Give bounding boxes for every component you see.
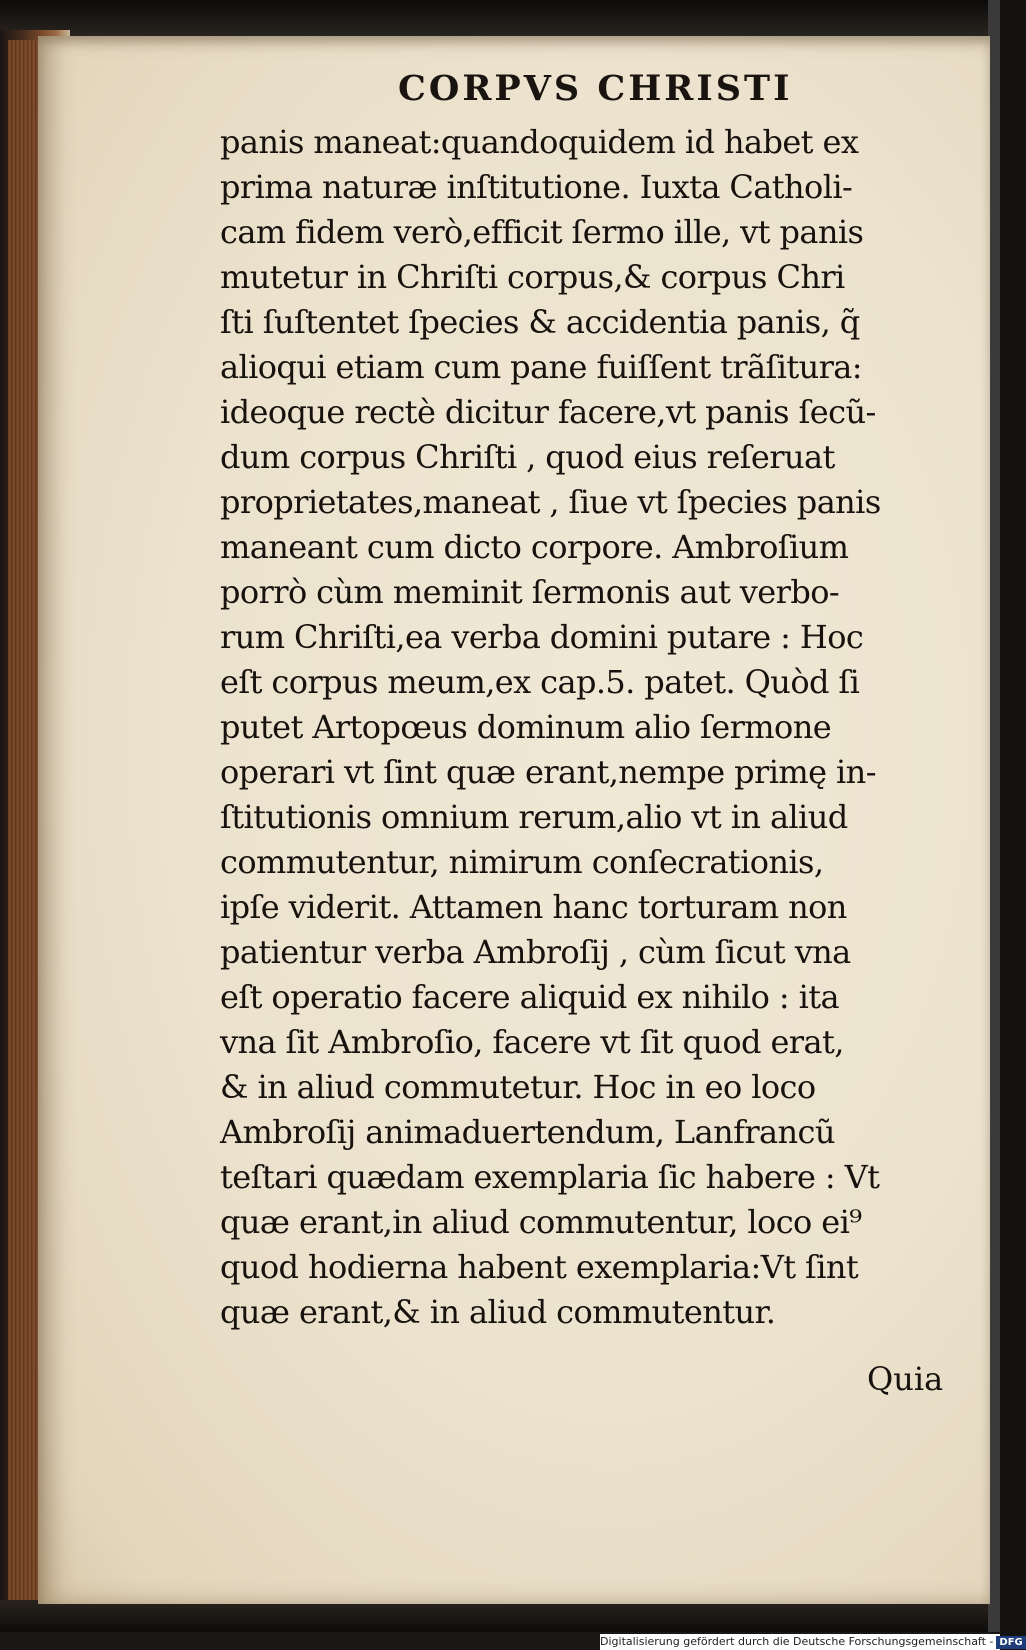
digitization-credit bbox=[600, 1634, 1023, 1650]
text-line: Ambroſij animaduertendum, Lanfrancũ bbox=[220, 1113, 835, 1151]
catchword: Quia bbox=[867, 1360, 944, 1398]
dfg-logo: DFG bbox=[996, 1636, 1025, 1649]
text-line: quod hodierna habent exemplaria:Vt ſint bbox=[220, 1248, 859, 1286]
text-line: teſtari quædam exemplaria ſic habere : Vt bbox=[220, 1158, 880, 1196]
text-line: commutentur, nimirum conſecrationis, bbox=[220, 843, 824, 881]
running-title: CORPVS CHRISTI bbox=[398, 68, 793, 109]
text-line: putet Artopœus dominum alio ſermone bbox=[220, 708, 832, 746]
text-line: ideoque rectè dicitur facere,vt panis ſecũ- bbox=[220, 393, 876, 431]
text-line: rum Chriſti,ea verba domini putare : Hoc bbox=[220, 618, 864, 656]
text-line: prima naturæ inſtitutione. Iuxta Catholi- bbox=[220, 168, 853, 206]
body-text bbox=[220, 120, 910, 1335]
text-line: operari vt ſint quæ erant,nempe primę in- bbox=[220, 753, 876, 791]
credit-text: Digitalisierung gefördert durch die Deutsche Forschungsgemeinschaft - bbox=[600, 1635, 994, 1648]
text-line: ſti ſuſtentet ſpecies & accidentia panis, q̃ bbox=[220, 303, 860, 341]
text-line: ipſe viderit. Attamen hanc torturam non bbox=[220, 888, 847, 926]
text-line: vna ſit Ambroſio, facere vt ſit quod erat, bbox=[220, 1023, 844, 1061]
text-line: eſt corpus meum,ex cap.5. patet. Quòd ſi bbox=[220, 663, 860, 701]
page-edges bbox=[8, 40, 38, 1600]
text-line: maneant cum dicto corpore. Ambroſium bbox=[220, 528, 849, 566]
text-line: ſtitutionis omnium rerum,alio vt in aliud bbox=[220, 798, 848, 836]
text-line: alioqui etiam cum pane fuiſſent trãſitura: bbox=[220, 348, 862, 386]
text-line: proprietates,maneat , ſiue vt ſpecies panis bbox=[220, 483, 881, 521]
text-line: quæ erant,& in aliud commutentur. bbox=[220, 1293, 776, 1331]
text-line: dum corpus Chriſti , quod eius reſeruat bbox=[220, 438, 835, 476]
text-line: porrò cùm meminit ſermonis aut verbo- bbox=[220, 573, 840, 611]
text-line: panis maneat:quandoquidem id habet ex bbox=[220, 123, 859, 161]
text-line: eſt operatio facere aliquid ex nihilo : ita bbox=[220, 978, 839, 1016]
book-binding-bottom bbox=[0, 1600, 1000, 1632]
text-line: mutetur in Chriſti corpus,& corpus Chri bbox=[220, 258, 845, 296]
text-line: quæ erant,in aliud commutentur, loco ei⁹ bbox=[220, 1203, 862, 1241]
text-line: cam fidem verò,efficit ſermo ille, vt panis bbox=[220, 213, 864, 251]
book-binding-top bbox=[0, 0, 1000, 38]
text-line: & in aliud commutetur. Hoc in eo loco bbox=[220, 1068, 816, 1106]
text-line: patientur verba Ambroſij , cùm ſicut vna bbox=[220, 933, 851, 971]
